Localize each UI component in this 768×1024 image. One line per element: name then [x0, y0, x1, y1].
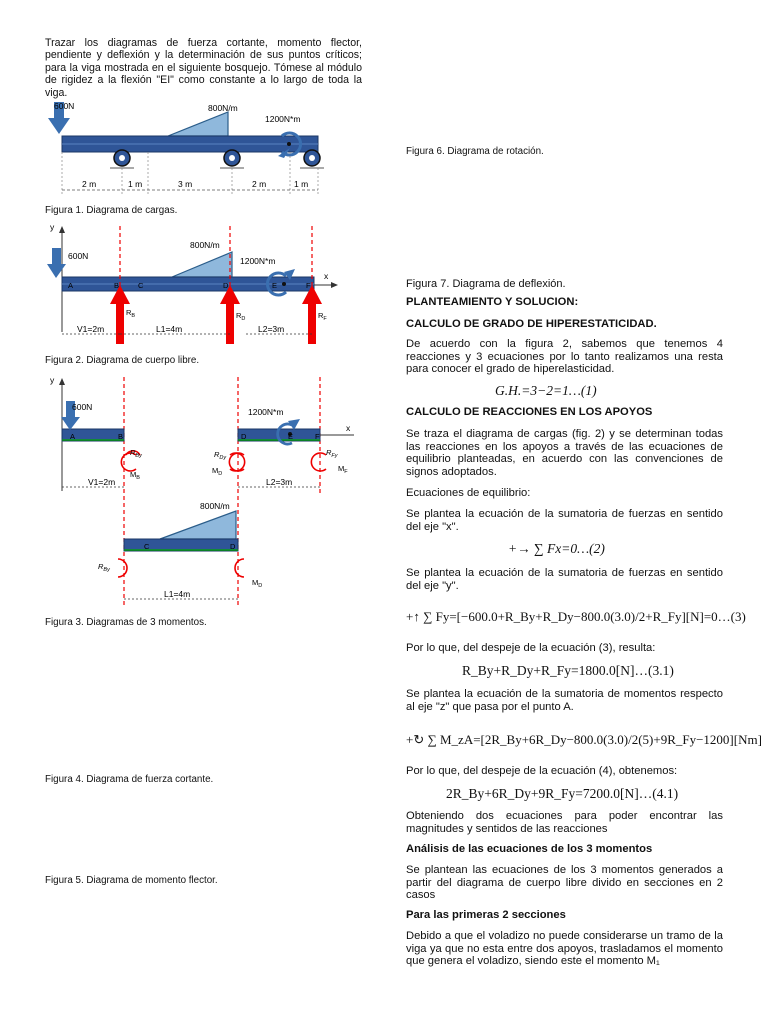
svg-text:600N: 600N	[72, 402, 93, 412]
moment-label: 1200N*m	[265, 114, 301, 124]
svg-text:2 m: 2 m	[252, 179, 267, 189]
svg-text:y: y	[50, 222, 55, 232]
svg-text:MB: $M_B$	[130, 470, 140, 481]
equation-3-1: R_By+R_Dy+R_Fy=1800.0[N]…(3.1)	[462, 663, 674, 678]
svg-text:800N/m: 800N/m	[200, 501, 230, 511]
equation-3: +↑ ∑ Fy=[−600.0+R_By+R_Dy−800.0(3.0)/2+R_Fy][N]=0…(3)	[406, 609, 746, 624]
equation-4-1: 2R_By+6R_Dy+9R_Fy=7200.0[N]…(4.1)	[446, 786, 679, 801]
paragraph-obteniendo: Obteniendo dos ecuaciones para poder encontrar las magnitudes y sentidos de las reacciones	[406, 810, 723, 835]
svg-text:L2=3m: L2=3m	[266, 477, 293, 487]
heading-reacciones: CALCULO DE REACCIONES EN LOS APOYOS	[406, 406, 653, 418]
svg-text:L2=3m: L2=3m	[258, 324, 285, 334]
svg-text:x: x	[346, 423, 351, 433]
svg-text:V1=2m: V1=2m	[77, 324, 105, 334]
svg-text:1200N*m: 1200N*m	[240, 256, 276, 266]
svg-text:RFy: $R_{Fy}$	[326, 448, 338, 459]
distributed-load-triangle	[168, 112, 228, 136]
intro-paragraph: Trazar los diagramas de fuerza cortante, momento flector, pendiente y deflexión y la determinación de sus puntos críticos; para la viga mostrada en el siguiente bosquejo. Tómese al módulo de rigidez a la flexión "EI" como constante a lo largo de toda la viga.	[45, 37, 362, 99]
figure-3-caption: Figura 3. Diagramas de 3 momentos.	[45, 617, 207, 628]
svg-text:F: F	[306, 281, 311, 290]
svg-text:B: B	[118, 432, 124, 441]
svg-text:MF: $M_F$	[338, 464, 348, 475]
svg-text:RBy: $R_{By}$	[98, 562, 110, 573]
figure-5-caption: Figura 5. Diagrama de momento flector.	[45, 875, 218, 886]
svg-text:x: x	[324, 271, 329, 281]
heading-primeras-secciones: Para las primeras 2 secciones	[406, 909, 566, 921]
paragraph-suma-x: Se plantea la ecuación de la sumatoria de fuerzas en sentido del eje "x".	[406, 508, 723, 533]
svg-text:1 m: 1 m	[294, 179, 309, 189]
figure-2-free-body-diagram	[40, 222, 340, 352]
figure-1-caption: Figura 1. Diagrama de cargas.	[45, 205, 178, 216]
svg-text:RB: $R_B$	[126, 308, 136, 319]
equation-2: +→ ∑ Fx=0…(2)	[508, 541, 605, 556]
figure-3-three-moments-diagram	[40, 373, 360, 609]
paragraph-despeje-4: Por lo que, del despeje de la ecuación (4), obtenemos:	[406, 765, 678, 777]
svg-text:V1=2m: V1=2m	[88, 477, 116, 487]
paragraph-analisis: Se plantean las ecuaciones de los 3 momentos generados a partir del diagrama de cuerpo libre divido en secciones en 2 casos	[406, 864, 723, 902]
figure-6-caption: Figura 6. Diagrama de rotación.	[406, 146, 544, 157]
distributed-load-label: 800N/m	[208, 103, 238, 113]
svg-text:y: y	[50, 375, 55, 385]
paragraph-despeje-3: Por lo que, del despeje de la ecuación (3), resulta:	[406, 642, 656, 654]
svg-text:RF: $R_F$	[318, 311, 327, 322]
svg-text:C: C	[144, 542, 150, 551]
paragraph-grado: De acuerdo con la figura 2, sabemos que tenemos 4 reacciones y 3 ecuaciones por lo tanto realizamos una resta para conocer el grado de hiperelasticidad.	[406, 338, 723, 376]
paragraph-ecuaciones: Ecuaciones de equilibrio:	[406, 487, 531, 499]
svg-text:C: C	[138, 281, 144, 290]
svg-text:MD: $M_D$	[212, 466, 223, 477]
svg-text:B: B	[114, 281, 120, 290]
svg-text:MD: $M_D$	[252, 578, 263, 589]
svg-text:3 m: 3 m	[178, 179, 193, 189]
equation-1: G.H.=3−2=1…(1)	[495, 383, 597, 398]
svg-text:RDy: $R_{Dy}$	[214, 450, 227, 461]
svg-text:D: D	[230, 542, 236, 551]
svg-text:E: E	[272, 281, 278, 290]
svg-text:L1=4m: L1=4m	[164, 589, 191, 599]
svg-text:2 m: 2 m	[82, 179, 97, 189]
paragraph-suma-y: Se plantea la ecuación de la sumatoria de fuerzas en sentido del eje "y".	[406, 567, 723, 592]
svg-text:L1=4m: L1=4m	[156, 324, 183, 334]
paragraph-suma-momentos: Se plantea la ecuación de la sumatoria de momentos respecto al eje "z" que pasa por el punto A.	[406, 688, 723, 713]
svg-text:D: D	[223, 281, 229, 290]
paragraph-voladizo: Debido a que el voladizo no puede considerarse un tramo de la viga ya que no esta entre dos apoyos, trasladamos el momento que genera el voladizo, siendo este el momento M₁	[406, 930, 723, 968]
svg-text:E: E	[288, 432, 294, 441]
figure-2-caption: Figura 2. Diagrama de cuerpo libre.	[45, 355, 200, 366]
svg-text:A: A	[68, 281, 74, 290]
svg-text:D: D	[241, 432, 247, 441]
svg-text:1200N*m: 1200N*m	[248, 407, 284, 417]
svg-text:1 m: 1 m	[128, 179, 143, 189]
svg-text:600N: 600N	[68, 251, 89, 261]
svg-text:RD: $R_D$	[236, 311, 246, 322]
point-load-label: 600N	[54, 101, 75, 111]
heading-grado-hiperestaticidad: CALCULO DE GRADO DE HIPERESTATICIDAD.	[406, 318, 657, 330]
svg-text:A: A	[70, 432, 76, 441]
heading-planteamiento: PLANTEAMIENTO Y SOLUCION:	[406, 296, 579, 308]
paragraph-reacciones: Se traza el diagrama de cargas (fig. 2) y se determinan todas las reacciones en los apoyos a través de las ecuaciones de equilibrio planteadas, en acuerdo con las convenciones de signos adoptados.	[406, 428, 723, 478]
figure-7-caption: Figura 7. Diagrama de deflexión.	[406, 278, 566, 290]
figure-1-load-diagram	[40, 96, 330, 200]
equation-4: +↻ ∑ M_zA=[2R_By+6R_Dy−800.0(3.0)/2(5)+9R_Fy−1200][Nm]	[406, 732, 762, 747]
point-load-arrow	[48, 118, 70, 134]
heading-analisis-3-momentos: Análisis de las ecuaciones de los 3 momentos	[406, 843, 653, 855]
svg-text:F: F	[315, 432, 320, 441]
figure-4-caption: Figura 4. Diagrama de fuerza cortante.	[45, 774, 214, 785]
svg-text:800N/m: 800N/m	[190, 240, 220, 250]
svg-text:RBy: $R_{By}$	[130, 448, 142, 459]
